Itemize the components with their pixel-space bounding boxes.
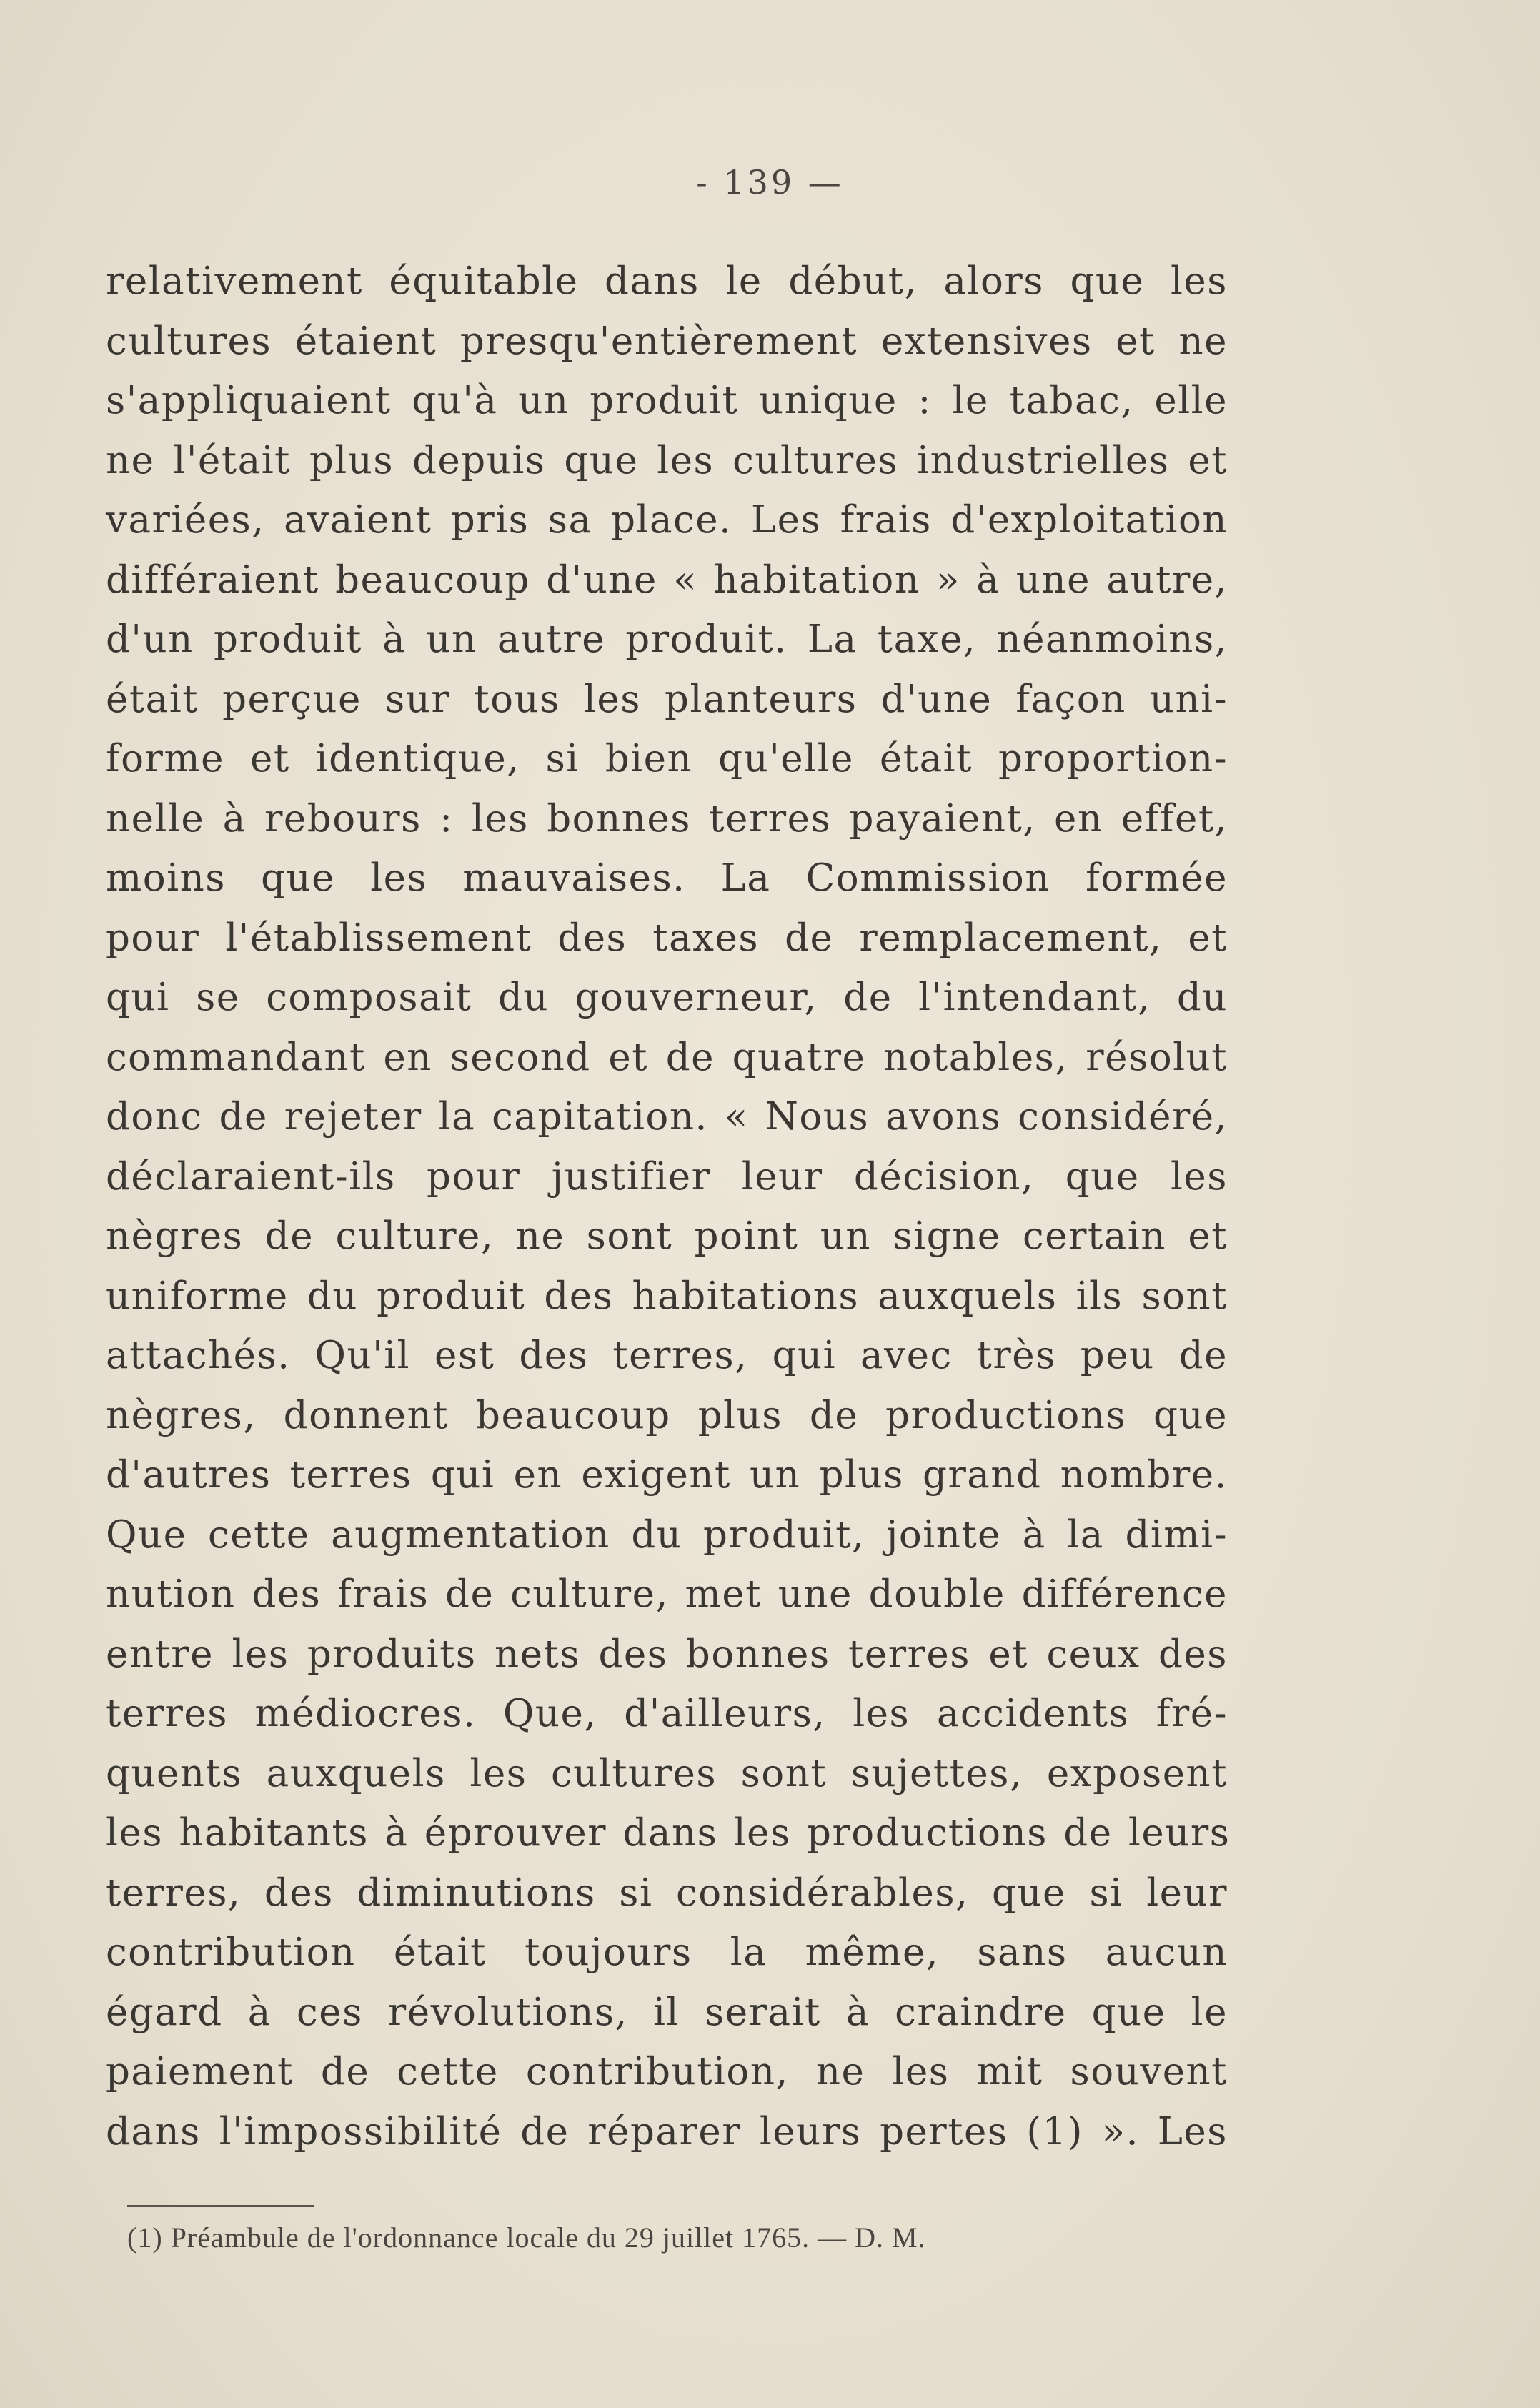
text-line: relativement équitable dans le début, alors que les [106, 259, 1228, 303]
footnote-divider [127, 2205, 314, 2207]
body-text [106, 252, 1231, 2161]
text-line: quents auxquels les cultures sont sujettes, exposent [106, 1751, 1228, 1795]
text-line: égard à ces révolutions, il serait à craindre que le [106, 1990, 1228, 2034]
text-line: d'autres terres qui en exigent un plus grand nombre. [106, 1453, 1228, 1497]
text-line: les habitants à éprouver dans les productions de leurs [106, 1811, 1231, 1855]
text-line: ne l'était plus depuis que les cultures industrielles et [106, 438, 1228, 482]
text-line: nègres, donnent beaucoup plus de productions que [106, 1393, 1228, 1437]
text-line: forme et identique, si bien qu'elle était proportion- [106, 737, 1228, 781]
text-line: nution des frais de culture, met une double différence [106, 1572, 1228, 1616]
text-line: attachés. Qu'il est des terres, qui avec très peu de [106, 1334, 1228, 1377]
text-line: s'appliquaient qu'à un produit unique : le tabac, elle [106, 379, 1228, 422]
text-line: moins que les mauvaises. La Commission formée [106, 856, 1228, 900]
footnote: (1) Préambule de l'ordonnance locale du 29 juillet 1765. — D. M. [127, 2221, 926, 2254]
text-line: terres, des diminutions si considérables, que si leur [106, 1871, 1228, 1915]
text-line: d'un produit à un autre produit. La taxe, néanmoins, [106, 618, 1228, 661]
text-line: Que cette augmentation du produit, jointe à la dimi- [106, 1512, 1228, 1557]
page-number: - 139 — [696, 163, 844, 202]
text-line: contribution était toujours la même, sans aucun [106, 1931, 1228, 1974]
text-line: déclaraient-ils pour justifier leur décision, que les [106, 1154, 1228, 1199]
text-line: entre les produits nets des bonnes terres et ceux des [106, 1632, 1228, 1676]
text-line: nelle à rebours : les bonnes terres payaient, en effet, [106, 796, 1228, 841]
text-line: dans l'impossibilité de réparer leurs pertes (1) ». Les [106, 2109, 1228, 2154]
text-line: qui se composait du gouverneur, de l'intendant, du [106, 976, 1228, 1019]
text-line: nègres de culture, ne sont point un signe certain et [106, 1214, 1228, 1258]
text-line: cultures étaient presqu'entièrement extensives et ne [106, 319, 1228, 363]
text-line: pour l'établissement des taxes de remplacement, et [106, 916, 1228, 960]
text-line: commandant en second et de quatre notables, résolut [106, 1035, 1228, 1079]
text-line: était perçue sur tous les planteurs d'une façon uni- [106, 677, 1228, 721]
text-line: différaient beaucoup d'une « habitation » à une autre, [106, 558, 1228, 602]
text-line: uniforme du produit des habitations auxquels ils sont [106, 1274, 1228, 1318]
text-line: donc de rejeter la capitation. « Nous avons considéré, [106, 1095, 1228, 1139]
text-line: variées, avaient pris sa place. Les frais d'exploitation [106, 498, 1228, 542]
text-line: terres médiocres. Que, d'ailleurs, les accidents fré- [106, 1692, 1228, 1735]
text-line: paiement de cette contribution, ne les mit souvent [106, 2050, 1228, 2094]
